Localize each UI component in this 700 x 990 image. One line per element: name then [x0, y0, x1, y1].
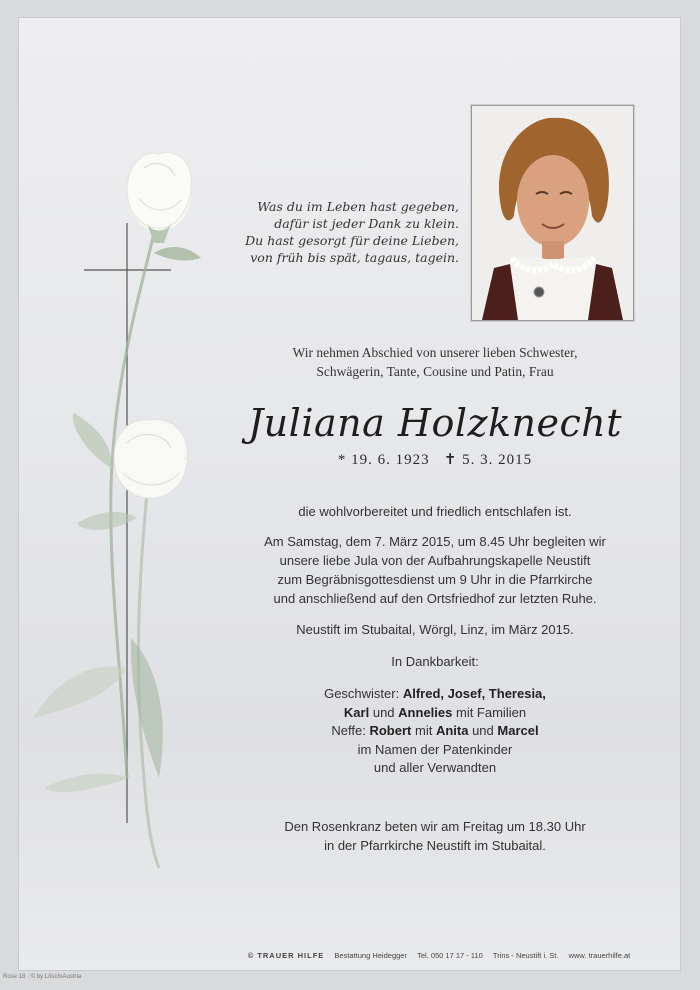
death-cross-icon: ✝ [443, 452, 458, 468]
conjunction: mit [414, 723, 433, 738]
website-link[interactable]: www. trauerhilfe.at [568, 951, 631, 960]
location: Trins - Neustift i. St. [492, 951, 559, 960]
death-date: 5. 3. 2015 [462, 452, 533, 468]
funeral-info [219, 532, 651, 608]
funeral-home-footer [219, 951, 659, 960]
life-dates [219, 450, 651, 469]
conjunction: und [472, 723, 494, 738]
memorial-quote [219, 198, 459, 266]
quote-line: dafür ist jeder Dank zu klein. [274, 216, 459, 231]
trauerhilfe-logo: © TRAUER HILFE [247, 951, 325, 960]
portrait-photo [471, 105, 634, 321]
rosary-line: Den Rosenkranz beten wir am Freitag um 18.30 Uhr [284, 819, 586, 834]
intro-text [219, 343, 651, 381]
conjunction: und [372, 704, 395, 720]
siblings-line-2 [219, 704, 651, 723]
deceased-name: Juliana Holzknecht [247, 401, 623, 445]
quote-line: von früh bis spät, tagaus, tagein. [250, 250, 459, 265]
nephew-line [219, 722, 651, 741]
intro-line: Wir nehmen Abschied von unserer lieben Schwester, [292, 345, 578, 360]
relative-name: Anita [435, 723, 469, 738]
thanks-heading: In Dankbarkeit: [391, 654, 479, 669]
phone-number: Tel. 050 17 17 - 110 [417, 951, 483, 960]
top-rose-image [127, 152, 191, 243]
passed-text: die wohlvorbereitet und friedlich entschlafen ist. [298, 504, 572, 519]
siblings-line-1 [219, 685, 651, 704]
template-mark: Rose 18 · © by Lösch/Austria [3, 974, 82, 980]
relatives-line: und aller Verwandten [373, 760, 497, 775]
rosary-info [219, 817, 651, 855]
quote-line: Was du im Leben hast gegeben, [257, 199, 459, 214]
sibling-name: Karl [343, 704, 370, 720]
birth-date: 19. 6. 1923 [351, 452, 430, 468]
funeral-line: Am Samstag, dem 7. März 2015, um 8.45 Uhr begleiten wir [264, 534, 606, 549]
company-name: Bestattung Heidegger [334, 951, 407, 960]
sibling-name: Annelies [398, 704, 453, 720]
quote-line: Du hast gesorgt für deine Lieben, [245, 233, 459, 248]
relative-name: Marcel [497, 723, 539, 738]
nephew-name: Robert [369, 723, 412, 738]
bottom-rose-image [114, 419, 197, 498]
mourners-list [219, 685, 651, 778]
with-families: mit Familien [455, 704, 527, 720]
funeral-line: unsere liebe Jula von der Aufbahrungskapelle Neustift [279, 553, 591, 568]
siblings-names: Alfred, Josef, Theresia, [402, 686, 546, 701]
funeral-line: und anschließend auf den Ortsfriedhof zur letzten Ruhe. [273, 591, 597, 606]
nephew-label: Neffe: [331, 723, 366, 738]
place-date: Neustift im Stubaital, Wörgl, Linz, im März 2015. [296, 622, 574, 637]
godchildren-line: im Namen der Patenkinder [357, 741, 513, 757]
obituary-card [19, 18, 680, 970]
funeral-line: zum Begräbnisgottesdienst um 9 Uhr in die Pfarrkirche [277, 572, 593, 587]
intro-line: Schwägerin, Tante, Cousine und Patin, Frau [316, 364, 554, 379]
birth-symbol: * [337, 452, 347, 468]
siblings-label: Geschwister: [324, 686, 400, 701]
rosary-line: in der Pfarrkirche Neustift im Stubaital. [324, 838, 546, 853]
